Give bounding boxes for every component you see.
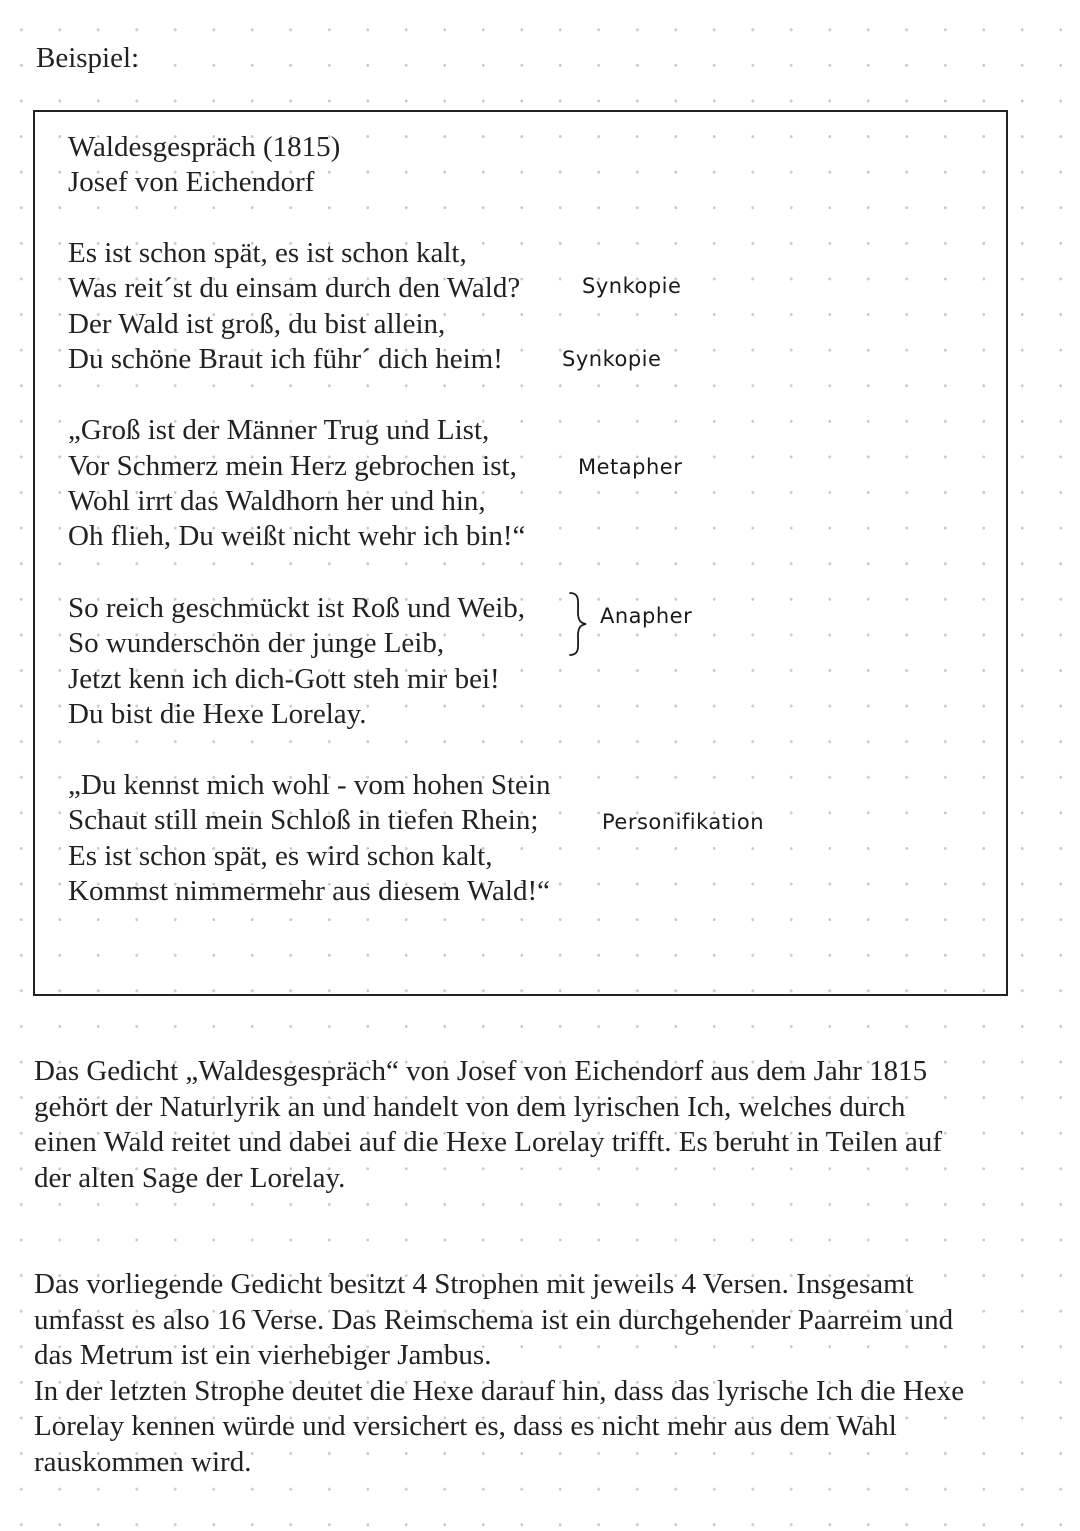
verse-line: Der Wald ist groß, du bist allein, [68,308,446,340]
verse-line: „Groß ist der Männer Trug und List, [68,414,490,446]
verse-line: Wohl irrt das Waldhorn her und hin, [68,485,486,517]
verse-line: So wunderschön der junge Leib, [68,627,445,659]
verse-line: Oh flieh, Du weißt nicht wehr ich bin!“ [68,520,526,552]
verse-line: Kommst nimmermehr aus diesem Wald!“ [68,875,550,907]
paragraph-line: Das Gedicht „Waldesgespräch“ von Josef von Eichendorf aus dem Jahr 1815 [34,1055,928,1087]
annotation-synkopie-1: Synkopie [582,274,682,298]
paragraph-analysis [34,1267,1044,1481]
curly-brace-icon [564,590,590,658]
page-heading: Beispiel: [36,42,140,74]
annotation-metapher: Metapher [578,455,683,479]
verse-line: Du schöne Braut ich führ´ dich heim! [68,343,503,375]
annotation-anapher: Anapher [600,604,693,628]
paragraph-line: Lorelay kennen würde und versichert es, dass es nicht mehr aus dem Wahl [34,1410,897,1443]
verse-line: Du bist die Hexe Lorelay. [68,698,367,730]
verse-line: Es ist schon spät, es ist schon kalt, [68,237,467,269]
paragraph-line: Das vorliegende Gedicht besitzt 4 Strophen mit jeweils 4 Versen. Insgesamt [34,1268,914,1300]
paragraph-line: der alten Sage der Lorelay. [34,1161,346,1194]
poem-title: Waldesgespräch (1815) [68,131,341,163]
paragraph-introduction [34,1054,1044,1196]
paragraph-line: gehört der Naturlyrik an und handelt von dem lyrischen Ich, welches durch [34,1090,906,1123]
verse-line: Was reit´st du einsam durch den Wald? [68,272,521,304]
annotation-synkopie-2: Synkopie [562,347,662,371]
poem-author: Josef von Eichendorf [68,166,315,198]
verse-line: „Du kennst mich wohl - vom hohen Stein [68,769,551,801]
paragraph-line: das Metrum ist ein vierhebiger Jambus. [34,1339,492,1372]
paragraph-line: rauskommen wird. [34,1445,252,1478]
verse-line: Jetzt kenn ich dich-Gott steh mir bei! [68,663,500,695]
verse-line: Es ist schon spät, es wird schon kalt, [68,840,493,872]
verse-line: Vor Schmerz mein Herz gebrochen ist, [68,450,517,482]
paragraph-line: einen Wald reitet und dabei auf die Hexe Lorelay trifft. Es beruht in Teilen auf [34,1126,943,1159]
paragraph-line: In der letzten Strophe deutet die Hexe darauf hin, dass das lyrische Ich die Hexe [34,1374,965,1407]
verse-line: So reich geschmückt ist Roß und Weib, [68,592,526,624]
verse-line: Schaut still mein Schloß in tiefen Rhein; [68,804,539,836]
annotation-personifikation: Personifikation [602,810,765,834]
paragraph-line: umfasst es also 16 Verse. Das Reimschema ist ein durchgehender Paarreim und [34,1303,954,1336]
